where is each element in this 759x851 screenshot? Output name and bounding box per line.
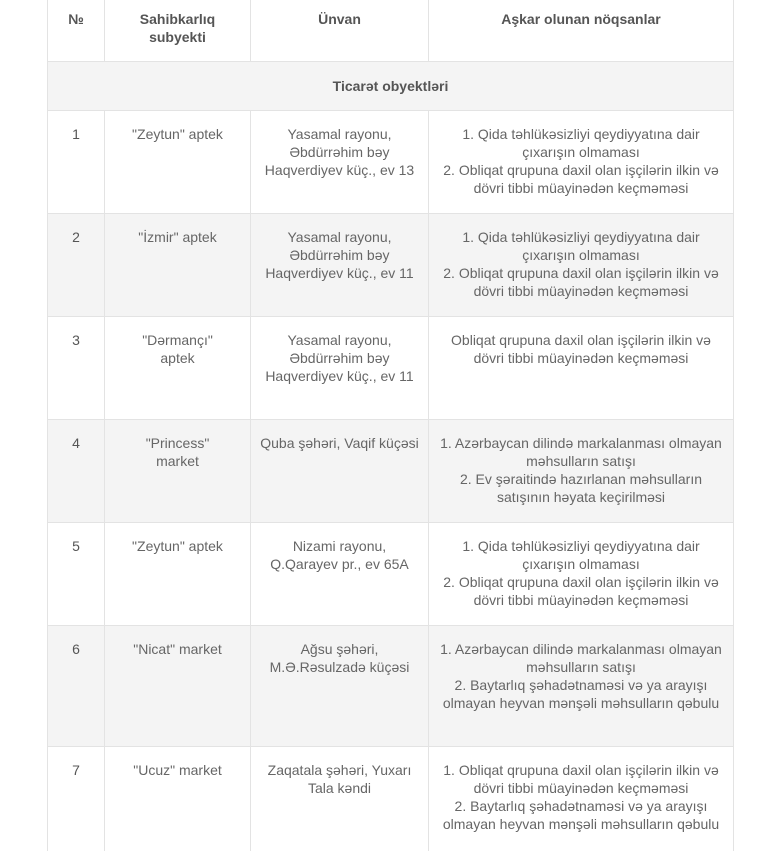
row-issues [429,317,734,420]
row-address: Yasamal rayonu, Əbdürrəhim bəy Haqverdiyev küç., ev 11 [251,317,429,420]
issue-item: 1. Qida təhlükəsizliyi qeydiyyatına dair çıxarışın olmaması [462,229,700,263]
row-subject-label: "Dərmançı" aptek [142,332,213,366]
row-address: Yasamal rayonu, Əbdürrəhim bəy Haqverdiyev küç., ev 13 [251,111,429,214]
row-issues [429,626,734,747]
row-issues [429,420,734,523]
row-number: 7 [48,747,105,851]
issue-item: 1. Azərbaycan dilində markalanması olmayan məhsulların satışı [440,641,722,675]
row-address: Quba şəhəri, Vaqif küçəsi [251,420,429,523]
row-number: 3 [48,317,105,420]
issue-item: 2. Obliqat qrupuna daxil olan işçilərin ilkin və dövri tibbi müayinədən keçməməsi [443,574,719,608]
row-number: 5 [48,523,105,626]
issue-item: 1. Obliqat qrupuna daxil olan işçilərin ilkin və dövri tibbi müayinədən keçməməsi [443,762,719,796]
issue-item: 1. Qida təhlükəsizliyi qeydiyyatına dair çıxarışın olmaması [462,538,700,572]
row-subject-label: "Princess" market [145,435,210,469]
row-address: Yasamal rayonu, Əbdürrəhim bəy Haqverdiyev küç., ev 11 [251,214,429,317]
issue-item: 1. Qida təhlükəsizliyi qeydiyyatına dair çıxarışın olmaması [462,126,700,160]
issue-item: 2. Obliqat qrupuna daxil olan işçilərin ilkin və dövri tibbi müayinədən keçməməsi [443,265,719,299]
table-row [48,626,734,747]
row-number: 2 [48,214,105,317]
issue-item: 2. Baytarlıq şəhadətnaməsi və ya arayışı olmayan heyvan mənşəli məhsulların qəbulu [442,798,720,832]
row-subject: "Zeytun" aptek [105,523,251,626]
row-address: Ağsu şəhəri, M.Ə.Rəsulzadə küçəsi [251,626,429,747]
header-subject-label: Sahibkarlıq subyekti [139,11,216,45]
issue-item: Obliqat qrupuna daxil olan işçilərin ilkin və dövri tibbi müayinədən keçməməsi [451,332,711,366]
row-issues [429,747,734,851]
issue-item: 2. Baytarlıq şəhadətnaməsi və ya arayışı olmayan heyvan mənşəli məhsulların qəbulu [442,677,720,711]
row-issues [429,111,734,214]
row-number: 4 [48,420,105,523]
header-issues: Aşkar olunan nöqsanlar [429,0,734,62]
issue-item: 1. Azərbaycan dilində markalanması olmayan məhsulların satışı [440,435,722,469]
issue-item: 2. Obliqat qrupuna daxil olan işçilərin ilkin və dövri tibbi müayinədən keçməməsi [443,162,719,196]
table-header-row [48,0,734,62]
table-row [48,111,734,214]
table-row [48,214,734,317]
row-issues [429,214,734,317]
inspection-results-table [47,0,734,851]
header-number: № [48,0,105,62]
table-row [48,523,734,626]
section-title: Ticarət obyektləri [48,62,734,111]
row-issues [429,523,734,626]
row-number: 6 [48,626,105,747]
row-subject [105,317,251,420]
row-subject: "Zeytun" aptek [105,111,251,214]
section-row [48,62,734,111]
row-subject [105,420,251,523]
header-address: Ünvan [251,0,429,62]
row-address: Zaqatala şəhəri, Yuxarı Tala kəndi [251,747,429,851]
row-subject: "İzmir" aptek [105,214,251,317]
table-row [48,420,734,523]
table-row [48,317,734,420]
row-number: 1 [48,111,105,214]
table-row [48,747,734,851]
issue-item: 2. Ev şəraitində hazırlanan məhsulların satışının həyata keçirilməsi [459,471,703,505]
row-address: Nizami rayonu, Q.Qarayev pr., ev 65A [251,523,429,626]
row-subject: "Nicat" market [105,626,251,747]
row-subject: "Ucuz" market [105,747,251,851]
header-subject [105,0,251,62]
